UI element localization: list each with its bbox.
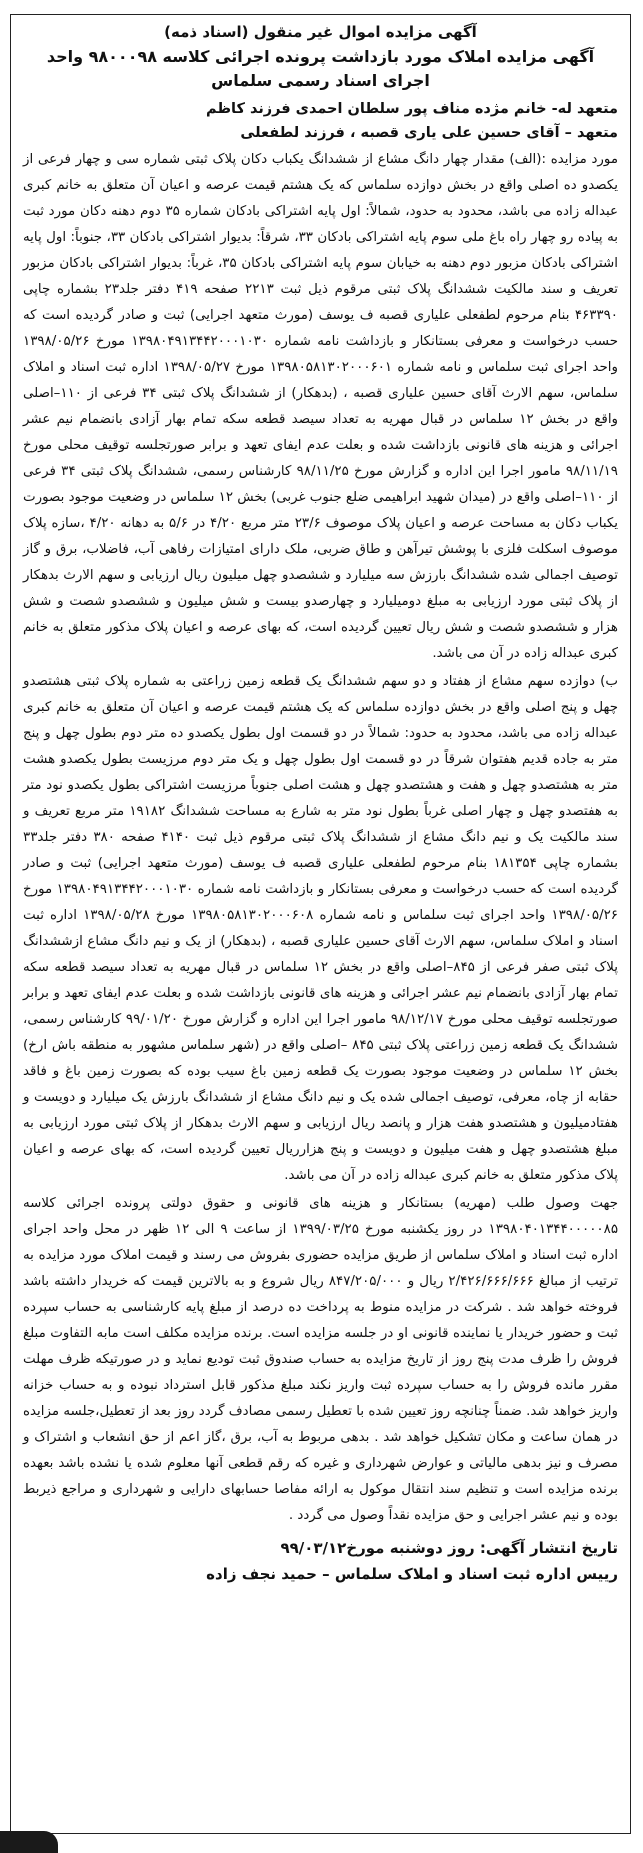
- publish-date: تاریخ انتشار آگهی: روز دوشنبه مورخ۹۹/۰۳/۱۲: [280, 1539, 618, 1557]
- creditor-line: متعهد له- خانم مژده مناف پور سلطان احمدی فرزند کاظم: [205, 101, 618, 117]
- debtor-line: متعهد – آقای حسین علی یاری قصبه ، فرزند لطفعلی: [240, 125, 618, 141]
- auction-terms-paragraph: جهت وصول طلب (مهریه) بستانکار و هزینه های قانونی و حقوق دولتی پرونده اجرائی کلاسه ۱۳۹۸۰۴۰۱۳۴۴۰۰۰۰۰۸۵ در روز یکشنبه مورخ ۱۳۹۹/۰۳/۲۵ از ساعت ۹ الی ۱۲ ظهر در محل واحد اجرای اداره ثبت اسناد و املاک سلماس از طریق مزایده حضوری بفروش می رسند و قیمت املاک مورد مزایده به ترتیب از مبالغ ۲/۴۲۶/۶۶۶/۶۶۶ ریال و ۸۴۷/۲۰۵/۰۰۰ ریال شروع و به بالاترین قیمت که خریدار داشته باشد فروخته خواهد شد . شرکت در مزایده منوط به پرداخت ده درصد از مبلغ پایه کارشناسی به حساب سپرده ثبت و حضور خریدار یا نماینده قانونی او در جلسه مزایده است. برنده مزایده مکلف است مابه التفاوت مبلغ فروش را ظرف مدت پنج روز از تاریخ مزایده به حساب صندوق ثبت تودیع نماید و در صورتیکه ظرف مهلت مقرر مانده فروش را به حساب سپرده ثبت واریز نکند مبلغ مذکور قابل استرداد نبوده و به حساب خزانه واریز خواهد شد. ضمناً چنانچه روز تعیین شده با تعطیل رسمی مصادف گردد روز بعد از تعطیل،جلسه مزایده در همان ساعت و مکان تشکیل خواهد شد . بدهی مربوط به آب، برق ،گاز اعم از حق انشعاب و اشتراک و مصرف و نیز بدهی مالیاتی و عوارض شهرداری و غیره که رقم قطعی آنها معلوم شده یا نشده باشد بعهده برنده مزایده است و تنظیم سند انتقال موکول به ارائه مفاصا حسابهای دارایی و شهرداری و مراجع ذیربط بوده و نیم عشر اجرایی و حق مزایده نقداً وصول می گردد .: [23, 1196, 619, 1523]
- item-a-paragraph: مورد مزایده :(الف) مقدار چهار دانگ مشاع از ششدانگ یکباب دکان پلاک ثبتی شماره سی و چهار فرعی از یکصدو ده اصلی واقع در بخش دوازده سلماس که یک هشتم قیمت عرصه و اعیان آن متعلق به خانم کبری عبداله زاده می باشد، محدود به حدود، شمالاً: اول پایه اشتراکی بادکان شماره ۳۵ دوم دهنه دکان مورد ثبت به پیاده رو چهار راه باغ ملی سوم پایه اشتراکی بادکان ۳۳، شرقاً: بدیوار اشتراکی بادکان ۳۳، جنوباً: اول پایه اشتراکی بادکان مزبور دوم دهنه به خیابان سوم پایه اشتراکی بادکان ۳۵، غرباً: بدیوار اشتراکی بادکان مزبور تعریف و سند مالکیت ششدانگ پلاک ثبتی مرقوم ذیل ثبت ۲۲۱۳ صفحه ۴۱۹ دفتر جلد۲۳ بشماره چاپی ۴۶۳۳۹۰ بنام مرحوم لطفعلی علیاری قصبه ف یوسف (مورث متعهد اجرایی) ثبت و صادر گردیده است که حسب درخواست و معرفی بستانکار و بازداشت نامه شماره ۱۳۹۸۰۴۹۱۳۴۴۲۰۰۰۱۰۳۰ مورخ ۱۳۹۸/۰۵/۲۶ واحد اجرای ثبت سلماس و نامه شماره ۱۳۹۸۰۵۸۱۳۰۲۰۰۰۶۰۱ مورخ ۱۳۹۸/۰۵/۲۷ اداره ثبت اسناد و املاک سلماس، سهم الارث آقای حسین علیاری قصبه ، (بدهکار) از ششدانگ پلاک ثبتی ۳۴ فرعی از ۱۱۰–اصلی واقع در بخش ۱۲ سلماس در قبال مهریه به تعداد سیصد قطعه سکه تمام بهار آزادی بانضمام نیم عشر اجرائی و هزینه های قانونی بازداشت شده و بعلت عدم ایفای تعهد و برابر صورتجلسه توقیف محلی مورخ ۹۸/۱۱/۱۹ مامور اجرا این اداره و گزارش مورخ ۹۸/۱۱/۲۵ کارشناس رسمی، ششدانگ پلاک ثبتی ۳۴ فرعی از ۱۱۰–اصلی واقع در (میدان شهید ابراهیمی ضلع جنوب غربی) بخش ۱۲ سلماس در وضعیت موجود بصورت یکباب دکان به مساحت عرصه و اعیان پلاک موصوف ۲۳/۶ متر مربع ۴/۲۰ در ۵/۶ به دهانه ۴/۲۰ ،سازه پلاک موصوف اسکلت فلزی با پوشش تیرآهن و طاق ضربی، ملک دارای امتیازات رفاهی آب، فاضلاب، برق و گاز توصیف اجمالی شده ششدانگ بارزش سه میلیارد و ششصدو چهل میلیون ریال ارزیابی و سهم الارث بدهکار از پلاک ثبتی مورد ارزیابی به مبلغ دومیلیارد و چهارصدو بیست و شش میلیون و ششصدو شصت و شش هزار و ششصدو شصت و شش ریال تعیین گردیده است، که بهای عرصه و اعیان پلاک مذکور متعلق به خانم کبری عبداله زاده در آن می باشد.: [23, 152, 619, 661]
- notice-subtitle: آگهی مزایده املاک مورد بازداشت پرونده اجرائی کلاسه ۹۸۰۰۰۹۸ واحد اجرای اسناد رسمی سلماس: [46, 47, 595, 90]
- corner-ink-mark: [0, 1831, 58, 1853]
- item-b-paragraph: ب) دوازده سهم مشاع از هفتاد و دو سهم ششدانگ یک قطعه زمین زراعتی به شماره پلاک ثبتی هشتصدو چهل و پنج اصلی واقع در بخش دوازده سلماس که یک هشتم قیمت عرصه و اعیان آن متعلق به خانم کبری عبداله زاده می باشد، محدود به حدود: شمالاً در دو قسمت اول بطول یکصدو ده متر دوم بطول چهل و پنج متر به جاده قدیم هفتوان شرقاً در دو قسمت اول بطول چهل و یک متر دوم مرزیست بطول یکصدو هشت متر به هشتصدو چهل و هفت و هشتصدو چهل و هشت اصلی جنوباً مرزیست اشتراکی بطول یکصدو نود متر به هفتصدو چهل و چهار اصلی غرباً بطول نود متر به شارع به مساحت ششدانگ ۱۹۱۸۲ متر مربع تعریف و سند مالکیت یک و نیم دانگ مشاع از ششدانگ پلاک ثبتی مرقوم ذیل ثبت ۴۱۴۰ صفحه ۳۸۰ دفتر جلد۳۳ بشماره چاپی ۱۸۱۳۵۴ بنام مرحوم لطفعلی علیاری قصبه ف یوسف (مورث متعهد اجرایی) ثبت و صادر گردیده است که حسب درخواست و معرفی بستانکار و بازداشت نامه شماره ۱۳۹۸۰۴۹۱۳۴۴۲۰۰۰۱۰۳۰ مورخ ۱۳۹۸/۰۵/۲۶ واحد اجرای ثبت سلماس و نامه شماره ۱۳۹۸۰۵۸۱۳۰۲۰۰۰۶۰۸ مورخ ۱۳۹۸/۰۵/۲۸ اداره ثبت اسناد و املاک سلماس، سهم الارث آقای حسین علیاری قصبه ، (بدهکار) از یک و نیم دانگ مشاع ازششدانگ پلاک ثبتی صفر فرعی از ۸۴۵–اصلی واقع در بخش ۱۲ سلماس در قبال مهریه به تعداد سیصد قطعه سکه تمام بهار آزادی بانضمام نیم عشر اجرائی و هزینه های قانونی بازداشت شده و بعلت عدم ایفای تعهد و برابر صورتجلسه توقیف محلی مورخ ۹۸/۱۲/۱۷ مامور اجرا این اداره و گزارش مورخ ۹۹/۰۱/۲۰ کارشناس رسمی، ششدانگ یک قطعه زمین زراعتی پلاک ثبتی ۸۴۵ –اصلی واقع در (شهر سلماس مشهور به منطقه باش ارخ) بخش ۱۲ سلماس در وضعیت موجود بصورت یک قطعه زمین باغ سیب بوده که بصورت زمین باغ و فاقد حقابه از چاه، معرفی، توصیف اجمالی شده یک و نیم دانگ مشاع از ششدانگ بارزش یک میلیارد و دویست و هفتادمیلیون و هشتصدو هفت هزار و پانصد ریال ارزیابی و سهم الارث بدهکار از پلاک ثبتی مورد ارزیابی به مبلغ هشتصدو چهل و هفت میلیون و دویست و پنج هزارریال تعیین گردیده است، که بهای عرصه و اعیان پلاک مذکور متعلق به خانم کبری عبداله زاده در آن می باشد.: [23, 674, 619, 1183]
- notice-title: آگهی مزایده اموال غیر منقول (اسناد ذمه): [164, 23, 477, 41]
- signature-line: رییس اداره ثبت اسناد و املاک سلماس – حمید نجف زاده: [206, 1565, 618, 1583]
- auction-notice-box: [10, 14, 631, 1834]
